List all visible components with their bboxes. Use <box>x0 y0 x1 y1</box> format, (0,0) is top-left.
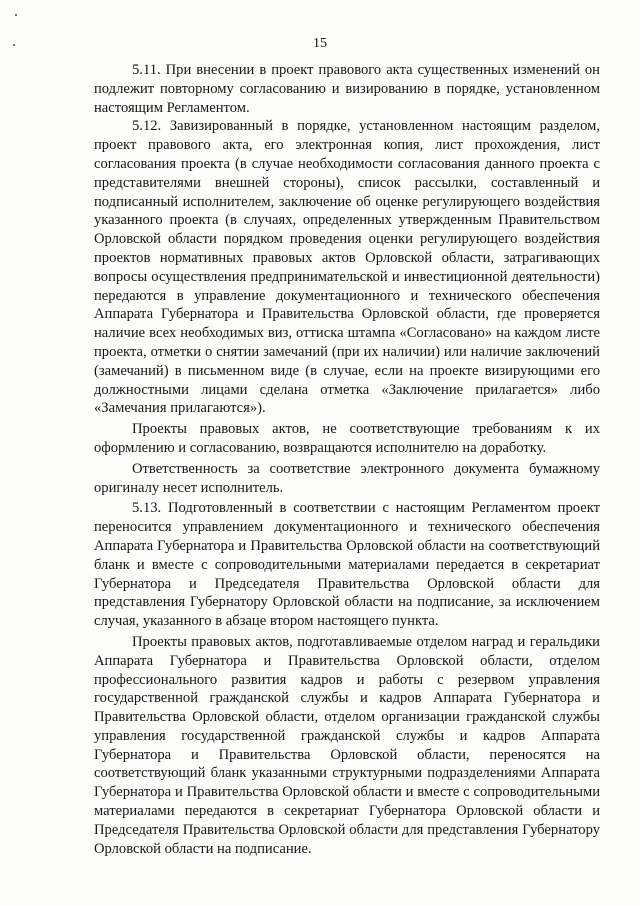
paragraph-5-13: 5.13. Подготовленный в соответствии с настоящим Регламентом проект переносится управлением документационного и технического обеспечения Аппарата Губернатора и Правительства Орловской области на соответствующий бланк и вместе с сопроводительными материалами передается в секретариат Губернатора и Председателя Правительства Орловской области для представления Губернатору Орловской области на подписание, за исключением случая, указанного в абзаце втором настоящего пункта. <box>94 500 600 630</box>
document-body <box>94 61 600 858</box>
scan-speck <box>15 14 17 16</box>
paragraph-awards-projects: Проекты правовых актов, подготавливаемые отделом наград и геральдики Аппарата Губернатора и Правительства Орловской области, отделом профессионального развития кадров и работы с резервом управления государственной гражданской службы и кадров Аппарата Губернатора и Правительства Орловской области, отделом организации гражданской службы управления государственной гражданской службы и кадров Аппарата Губернатора и Правительства Орловской области, переносятся на соответствующий бланк указанными структурными подразделениями Аппарата Губернатора и Правительства Орловской области и вместе с сопроводительными материалами передаются в секретариат Губернатора Орловской области и Председателя Правительства Орловской области для представления Губернатору Орловской области на подписание. <box>94 633 600 857</box>
paragraph-return-to-author: Проекты правовых актов, не соответствующие требованиям к их оформлению и согласованию, возвращаются исполнителю на доработку. <box>94 421 600 456</box>
page-number: 15 <box>313 36 327 51</box>
paragraph-5-11: 5.11. При внесении в проект правового акта существенных изменений он подлежит повторному согласованию и визированию в порядке, установленном настоящим Регламентом. <box>94 62 600 116</box>
paragraph-responsibility: Ответственность за соответствие электронного документа бумажному оригиналу несет исполнитель. <box>94 460 600 496</box>
paragraph-5-12: 5.12. Завизированный в порядке, установленном настоящим разделом, проект правового акта, его электронная копия, лист прохождения, лист согласования проекта (в случае необходимости согласования данного проекта с представителями внешней стороны), список рассылки, составленный и подписанный исполнителем, заключение об оценке регулирующего воздействия указанного проекта (в случаях, определенных утвержденным Правительством Орловской области порядком проведения оценки регулирующего воздействия проектов нормативных правовых актов Орловской области, затрагивающих вопросы осуществления предпринимательской и инвестиционной деятельности) передаются в управление документационного и технического обеспечения Аппарата Губернатора и Правительства Орловской области, где проверяется наличие всех необходимых виз, оттиска штампа «Согласовано» на каждом листе проекта, отметки о снятии замечаний (при их наличии) или наличие заключений (замечаний) в письменном виде (в случае, если на проекте визирующими его должностными лицами сделана отметка «Заключение прилагается» либо «Замечания прилагаются»). <box>94 118 600 417</box>
